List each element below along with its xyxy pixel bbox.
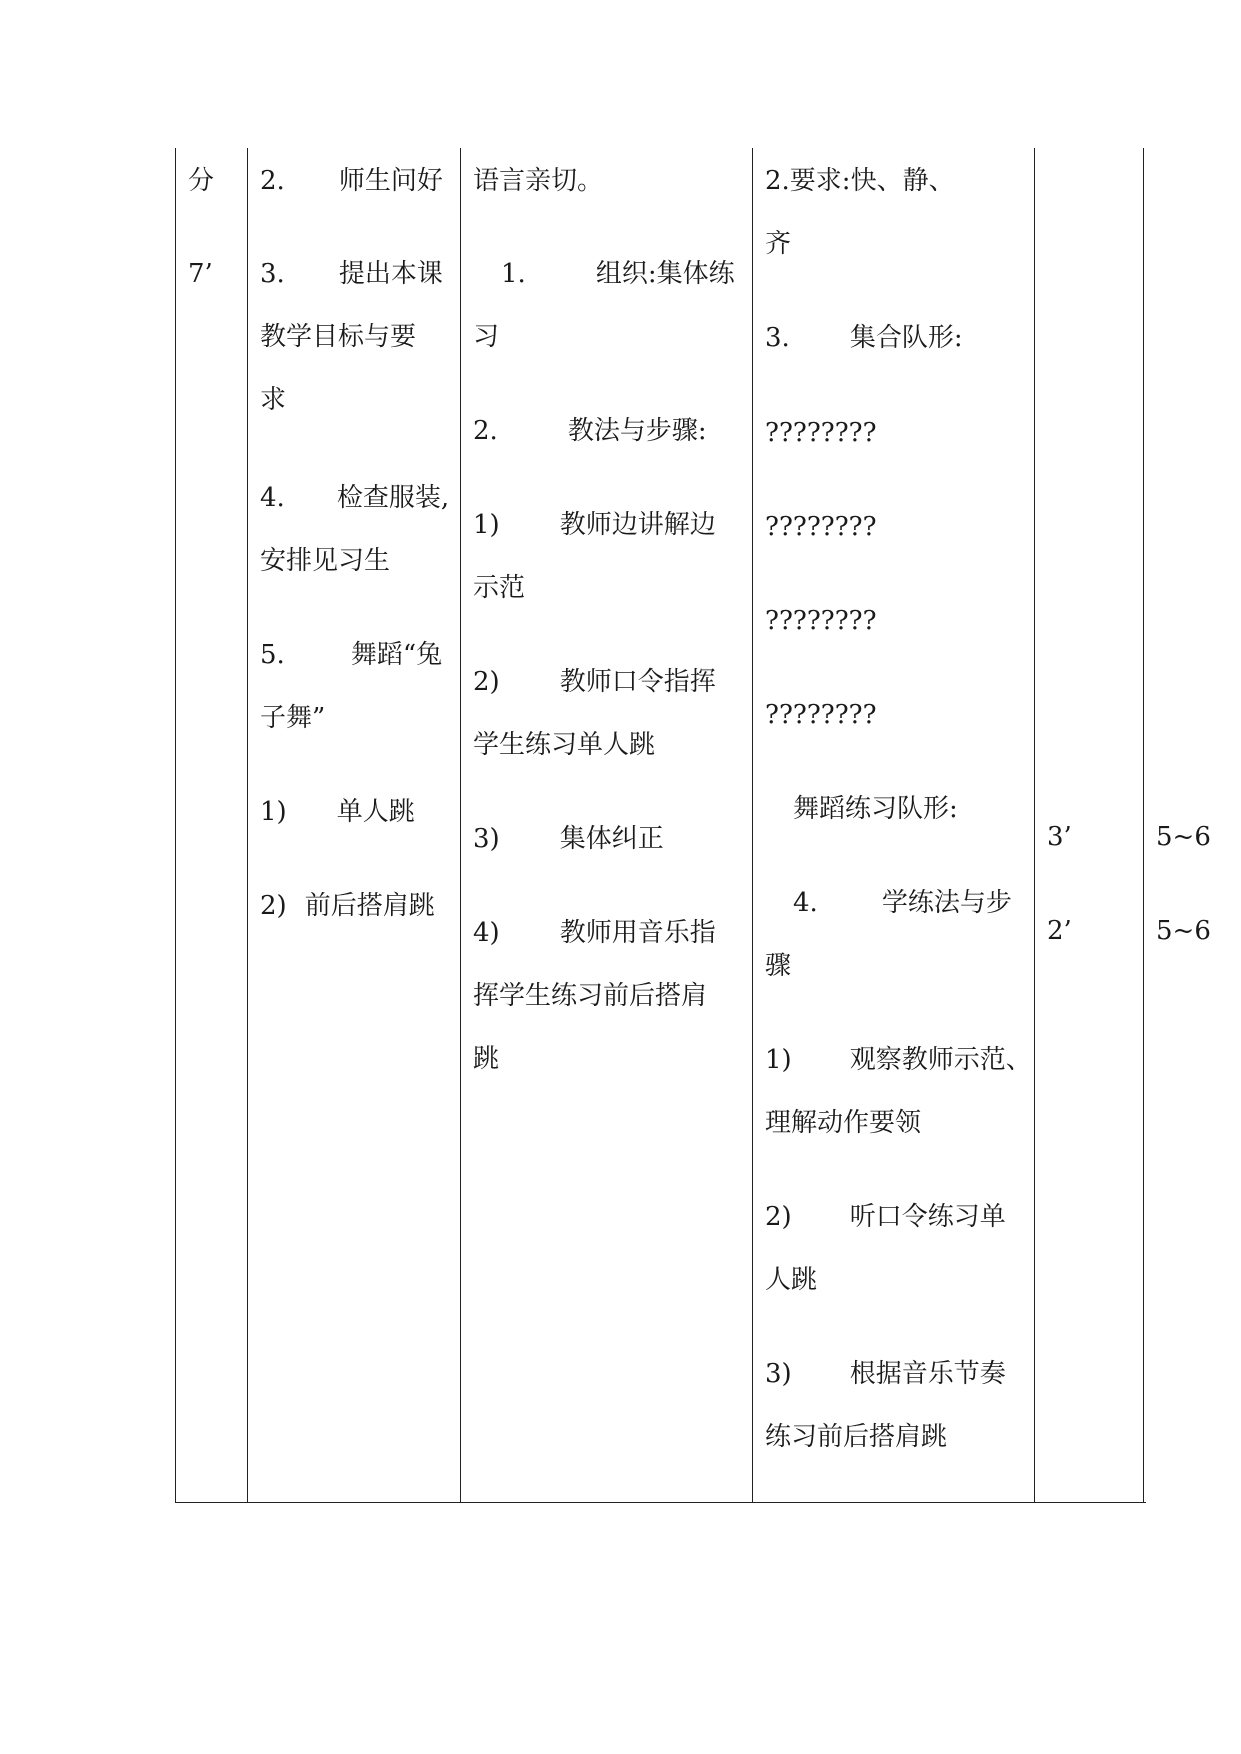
content-item-4-line2: 安排见习生 xyxy=(260,546,391,576)
student-req-4-line2: 骤 xyxy=(765,951,792,981)
item-text: 组织:集体练 xyxy=(595,259,735,289)
item-text: 舞蹈“兔 xyxy=(350,640,443,670)
teacher-point-1-line2: 习 xyxy=(473,322,500,352)
item-text: 教师用音乐指 xyxy=(559,918,716,948)
student-step-2 xyxy=(765,1202,1006,1232)
column-divider-5 xyxy=(1143,148,1144,1502)
item-number: 3) xyxy=(473,824,500,854)
formation-placeholder-1: ???????? xyxy=(765,418,877,448)
item-number: 1. xyxy=(501,259,526,289)
student-step-3 xyxy=(765,1359,1006,1389)
item-number: 3. xyxy=(765,323,790,353)
teacher-step-3 xyxy=(473,824,664,854)
item-number: 4. xyxy=(260,483,285,513)
student-req-2: 2.要求:快、静、 xyxy=(765,166,955,196)
duration-2: 2’ xyxy=(1047,916,1072,946)
item-text: 学练法与步 xyxy=(881,888,1012,918)
item-text: 听口令练习单 xyxy=(849,1202,1006,1232)
dance-formation-label: 舞蹈练习队形: xyxy=(793,794,958,824)
content-subitem-2 xyxy=(260,891,435,921)
item-number: 1) xyxy=(473,510,500,540)
content-item-4 xyxy=(260,483,449,513)
teacher-step-4 xyxy=(473,918,716,948)
item-text: 教师口令指挥 xyxy=(559,667,716,697)
teacher-step-2-line2: 学生练习单人跳 xyxy=(473,730,656,760)
column-divider-3 xyxy=(752,148,753,1502)
content-item-3-line2: 教学目标与要 xyxy=(260,322,417,352)
content-item-3 xyxy=(260,259,443,289)
content-item-5 xyxy=(260,640,442,670)
item-number: 2) xyxy=(473,667,500,697)
formation-placeholder-3: ???????? xyxy=(765,606,877,636)
teacher-step-4-line3: 跳 xyxy=(473,1044,500,1074)
item-number: 4. xyxy=(793,888,818,918)
item-text: 集体纠正 xyxy=(559,824,664,854)
content-item-3-line3: 求 xyxy=(260,385,287,415)
student-req-3 xyxy=(765,323,963,353)
student-req-4 xyxy=(793,888,1012,918)
column-divider-1 xyxy=(247,148,248,1502)
content-item-2 xyxy=(260,166,443,196)
teacher-step-1-line2: 示范 xyxy=(473,573,526,603)
item-number: 4) xyxy=(473,918,500,948)
formation-placeholder-2: ???????? xyxy=(765,512,877,542)
column-divider-4 xyxy=(1034,148,1035,1502)
item-text: 前后搭肩跳 xyxy=(304,891,435,921)
teacher-step-1 xyxy=(473,510,716,540)
item-text: 根据音乐节奏 xyxy=(849,1359,1006,1389)
item-text: 集合队形: xyxy=(849,323,963,353)
student-req-2-line2: 齐 xyxy=(765,229,792,259)
student-step-2-line2: 人跳 xyxy=(765,1265,818,1295)
time-unit: 分 xyxy=(188,166,215,196)
teacher-point-2 xyxy=(473,416,707,446)
duration-1: 3’ xyxy=(1047,822,1072,852)
teacher-step-2 xyxy=(473,667,716,697)
student-step-1-line2: 理解动作要领 xyxy=(765,1108,922,1138)
item-number: 1) xyxy=(260,797,287,827)
item-number: 3) xyxy=(765,1359,792,1389)
content-item-5-line2: 子舞” xyxy=(260,703,326,733)
item-number: 2. xyxy=(473,416,498,446)
student-step-1 xyxy=(765,1045,1032,1075)
content-subitem-1 xyxy=(260,797,415,827)
item-number: 3. xyxy=(260,259,285,289)
item-text: 教师边讲解边 xyxy=(559,510,716,540)
formation-placeholder-4: ???????? xyxy=(765,700,877,730)
item-number: 2) xyxy=(260,891,287,921)
item-text: 师生问好 xyxy=(338,166,443,196)
student-step-3-line2: 练习前后搭肩跳 xyxy=(765,1422,948,1452)
time-value: 7’ xyxy=(188,259,213,289)
item-text: 教法与步骤: xyxy=(567,416,707,446)
item-text: 检查服装, xyxy=(336,483,450,513)
teacher-step-4-line2: 挥学生练习前后搭肩 xyxy=(473,981,708,1011)
item-number: 2. xyxy=(260,166,285,196)
item-text: 观察教师示范、 xyxy=(849,1045,1032,1075)
item-number: 1) xyxy=(765,1045,792,1075)
table-border-left xyxy=(175,148,176,1502)
repetitions-2: 5~6 xyxy=(1156,916,1211,946)
teacher-intro: 语言亲切。 xyxy=(473,166,604,196)
item-text: 提出本课 xyxy=(338,259,443,289)
table-border-bottom xyxy=(175,1502,1146,1503)
column-divider-2 xyxy=(460,148,461,1502)
teacher-point-1 xyxy=(501,259,735,289)
item-text: 单人跳 xyxy=(336,797,415,827)
item-number: 2) xyxy=(765,1202,792,1232)
item-number: 5. xyxy=(260,640,285,670)
repetitions-1: 5~6 xyxy=(1156,822,1211,852)
